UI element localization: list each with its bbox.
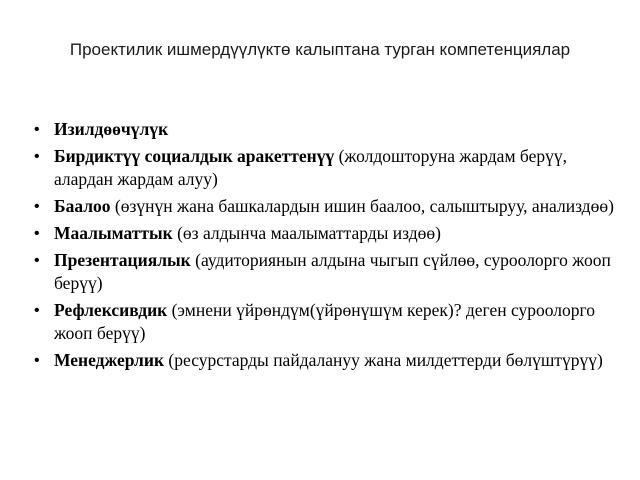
competency-list	[34, 118, 614, 376]
competency-term: Презентациялык	[54, 250, 191, 270]
bullet-icon: •	[34, 252, 40, 269]
competency-term: Менеджерлик	[54, 350, 165, 370]
competency-description: (ресурстарды пайдалануу жана милдеттерди бөлүштүрүү)	[164, 350, 603, 370]
bullet-icon: •	[34, 148, 40, 165]
list-item	[34, 118, 614, 141]
list-item	[34, 349, 614, 372]
competency-term: Рефлексивдик	[54, 300, 168, 320]
competency-description: (аудиториянын алдына чыгып сүйлөө, суроолорго жооп берүү)	[54, 250, 611, 293]
bullet-icon: •	[34, 121, 40, 138]
list-item	[34, 249, 614, 295]
competency-description: (өз алдынча маалыматтарды издөө)	[172, 223, 441, 243]
competency-term: Изилдөөчүлүк	[54, 119, 169, 139]
bullet-icon: •	[34, 352, 40, 369]
list-item	[34, 299, 614, 345]
bullet-icon: •	[34, 225, 40, 242]
bullet-icon: •	[34, 198, 40, 215]
competency-description: (өзүнүн жана башкалардын ишин баалоо, салыштыруу, анализдөө)	[110, 196, 614, 216]
list-item	[34, 222, 614, 245]
list-item	[34, 195, 614, 218]
competency-term: Бирдиктүү социалдык аракеттенүү	[54, 146, 335, 166]
competency-description: (эмнени үйрөндүм(үйрөнүшүм керек)? деген суроолорго жооп берүү)	[54, 300, 596, 343]
slide-title: Проектилик ишмердүүлүктө калыптана турган компетенциялар	[69, 40, 571, 59]
list-item	[34, 145, 614, 191]
competency-term: Баалоо	[54, 196, 111, 216]
bullet-icon: •	[34, 302, 40, 319]
competency-description: (жолдошторуна жардам берүү, алардан жардам алуу)	[54, 146, 567, 189]
competency-term: Маалыматтык	[54, 223, 173, 243]
